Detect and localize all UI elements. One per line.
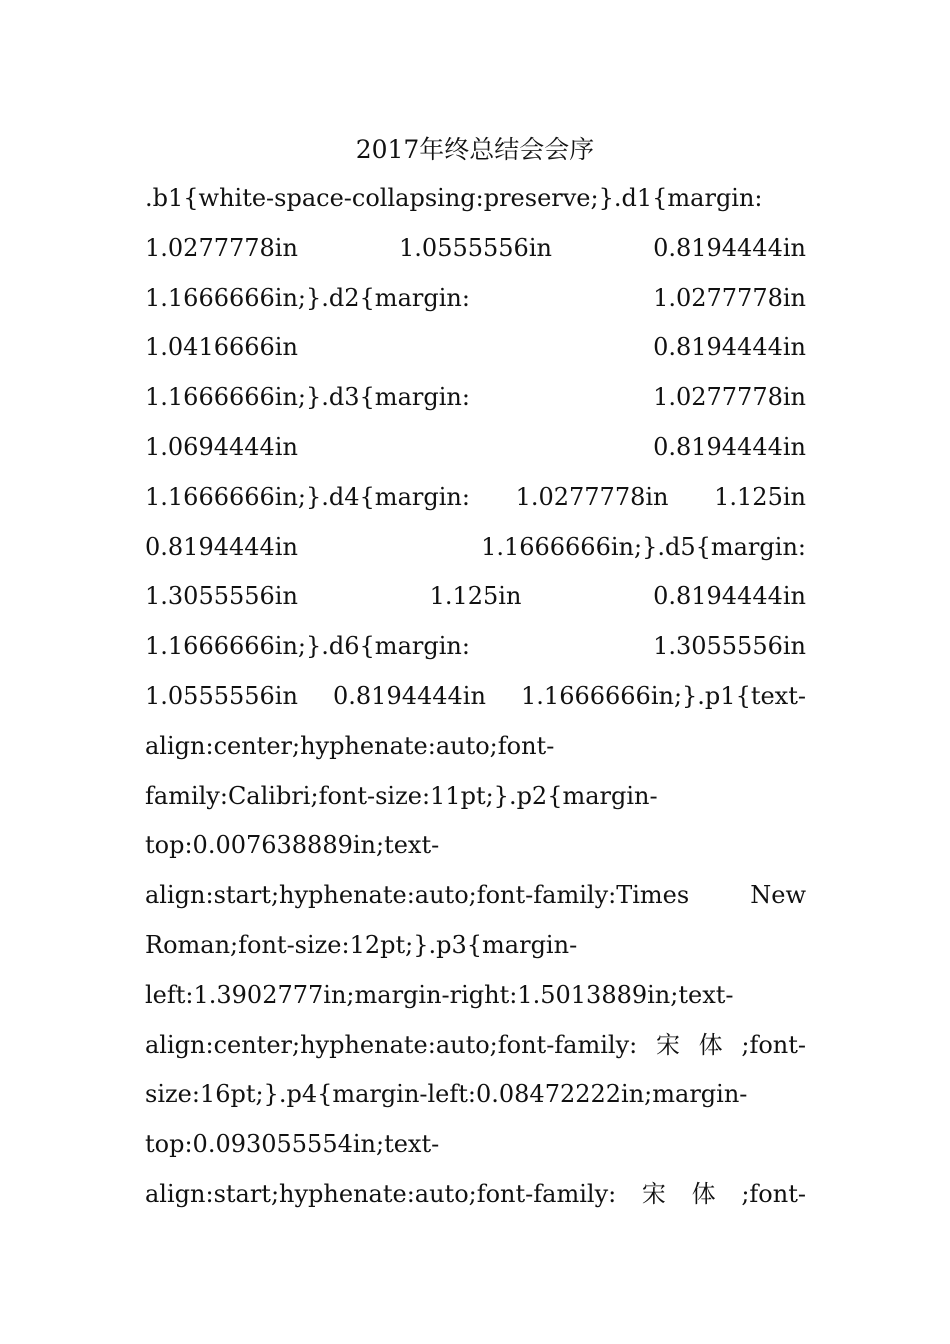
text-line-segment: 0.8194444in [653, 582, 806, 611]
text-line-segment: align:start;hyphenate:auto;font-family:Times [145, 881, 690, 910]
text-line-segment: size:16pt;}.p4{margin-left:0.08472222in;margin- [145, 1080, 748, 1109]
text-line [145, 1070, 806, 1120]
text-line-segment: 1.1666666in;}.d6{margin: [145, 632, 470, 661]
text-line-segment: 宋 [641, 1179, 666, 1208]
text-line-segment: top:0.093055554in;text- [145, 1130, 440, 1159]
text-line-segment: 0.8194444in [333, 681, 486, 710]
text-line [145, 1021, 806, 1071]
text-line-segment: 1.125in [429, 582, 522, 611]
text-line-segment: New [750, 881, 806, 910]
text-line-segment: align:center;hyphenate:auto;font- [145, 731, 555, 760]
text-line [145, 622, 806, 672]
text-line [145, 921, 806, 971]
text-line-segment: 1.1666666in;}.d5{margin: [481, 532, 806, 561]
text-line [145, 1170, 806, 1220]
text-line-segment: .b1{white-space-collapsing:preserve;}.d1{margin: [145, 184, 763, 212]
text-line-segment: 1.0555556in [399, 233, 552, 262]
text-line-segment: 1.1666666in;}.d3{margin: [145, 383, 470, 412]
text-line [145, 572, 806, 622]
text-line-segment: Roman;font-size:12pt;}.p3{margin- [145, 930, 578, 959]
text-line-segment: 1.0555556in [145, 681, 298, 710]
text-line-segment: 1.0416666in [145, 333, 298, 362]
text-line-segment: 体 [691, 1179, 716, 1208]
text-line-segment: align:start;hyphenate:auto;font-family: [145, 1179, 617, 1208]
text-line-segment: 0.8194444in [145, 532, 298, 561]
text-line-segment: top:0.007638889in;text- [145, 831, 440, 860]
text-line-segment: 1.0277778in [653, 383, 806, 412]
text-line-segment: ;font- [741, 1179, 806, 1208]
text-line-segment: 1.125in [714, 482, 806, 511]
text-line [145, 274, 806, 324]
text-line-segment: 1.0277778in [515, 482, 669, 511]
text-line-segment: ;font- [741, 1030, 806, 1059]
text-line [145, 672, 806, 722]
text-line-segment: 1.1666666in;}.p1{text- [521, 681, 806, 710]
text-line [145, 423, 806, 473]
text-line [145, 1120, 806, 1170]
text-line-segment: 1.0277778in [145, 233, 298, 262]
text-line [145, 473, 806, 523]
text-line [145, 174, 806, 224]
text-line [145, 722, 806, 772]
text-line [145, 323, 806, 373]
text-line-segment: 1.1666666in;}.d2{margin: [145, 283, 470, 312]
text-line-segment: 0.8194444in [653, 333, 806, 362]
text-line [145, 821, 806, 871]
text-line-segment: 1.3055556in [145, 582, 298, 611]
text-line [145, 373, 806, 423]
text-line [145, 772, 806, 822]
text-line-segment: 1.3055556in [653, 632, 806, 661]
text-line [145, 871, 806, 921]
text-line-segment: 0.8194444in [653, 432, 806, 461]
text-line-segment: 1.0277778in [653, 283, 806, 312]
text-line-segment: 1.1666666in;}.d4{margin: [145, 482, 470, 511]
text-line-segment: align:center;hyphenate:auto;font-family: [145, 1030, 638, 1059]
text-line-segment: 体 [698, 1030, 723, 1059]
text-line [145, 224, 806, 274]
text-line-segment: left:1.3902777in;margin-right:1.5013889in;text- [145, 980, 734, 1009]
text-line-segment: 0.8194444in [653, 233, 806, 262]
document-title: 2017年终总结会会序 [355, 135, 595, 164]
text-line [145, 971, 806, 1021]
document-body [145, 174, 806, 1220]
text-line [145, 523, 806, 573]
text-line-segment: 1.0694444in [145, 432, 298, 461]
text-line-segment: 宋 [655, 1030, 680, 1059]
text-line-segment: family:Calibri;font-size:11pt;}.p2{margin- [145, 781, 658, 810]
